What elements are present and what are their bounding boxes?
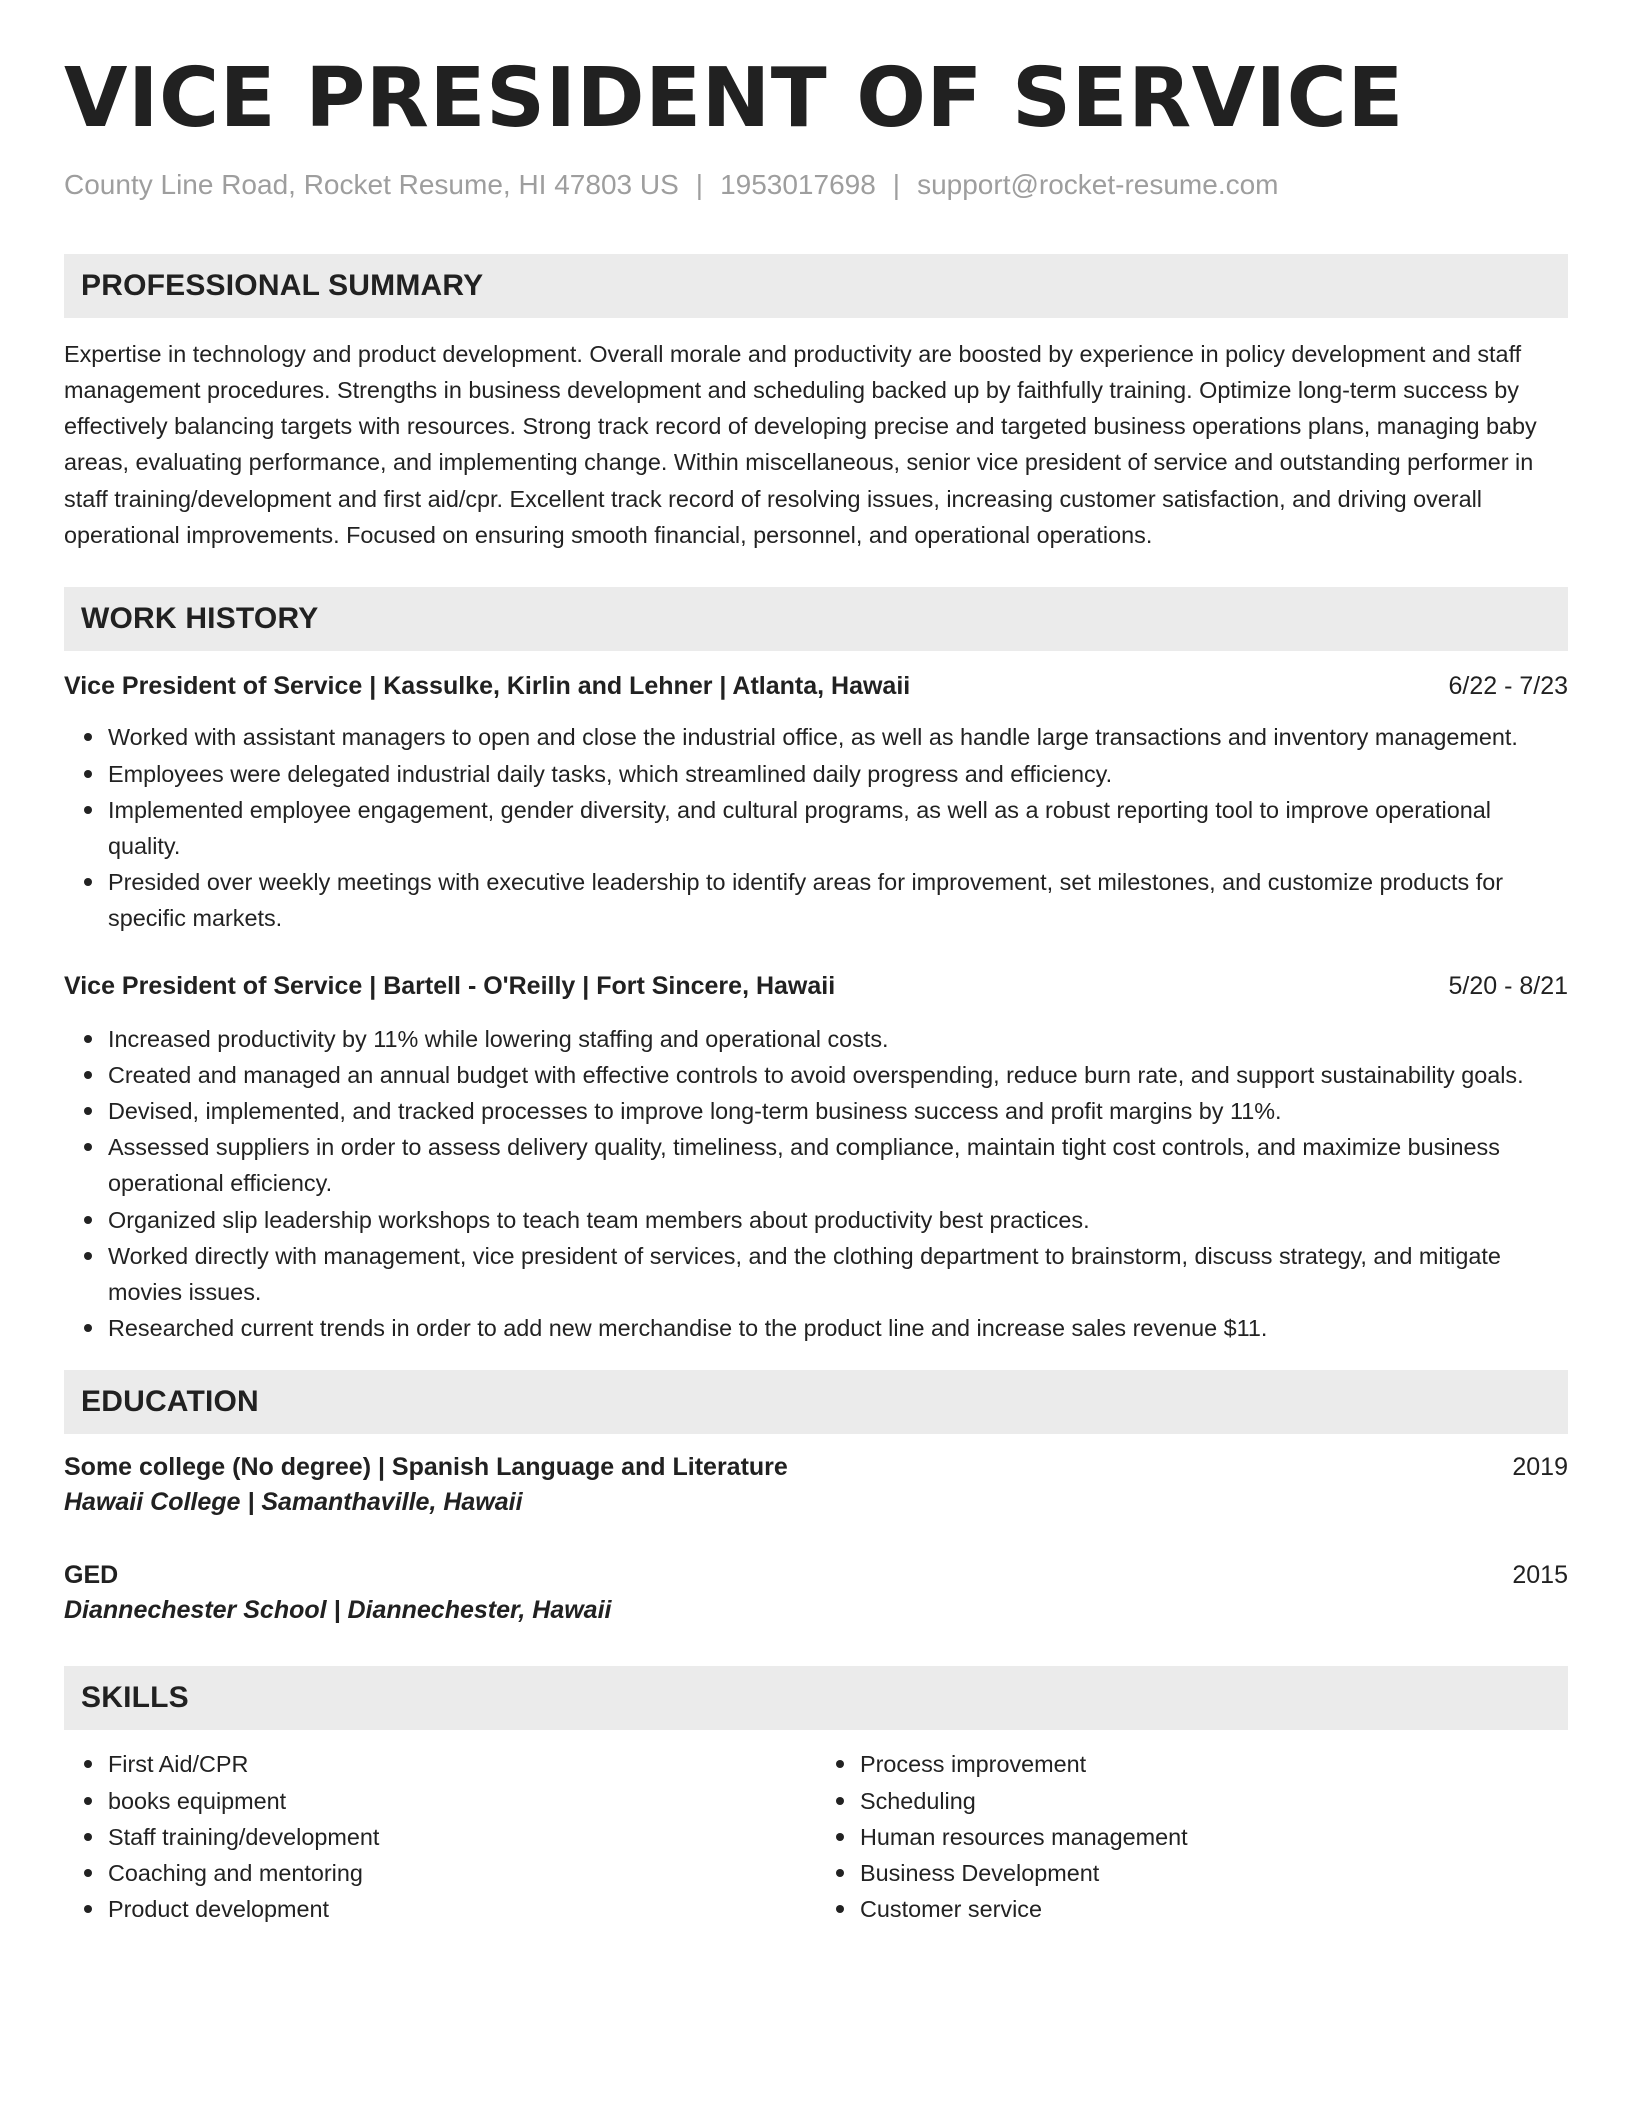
job-bullet: Worked with assistant managers to open and close the industrial office, as well as handle large transactions and inventory management. bbox=[108, 719, 1568, 755]
job-bullet: Employees were delegated industrial daily tasks, which streamlined daily progress and efficiency. bbox=[108, 756, 1568, 792]
skill-item: Business Development bbox=[860, 1855, 1568, 1891]
contact-separator: | bbox=[892, 169, 901, 200]
job-entry bbox=[64, 669, 1568, 936]
education-degree: Some college (No degree) | Spanish Language and Literature bbox=[64, 1453, 788, 1482]
contact-email: support@rocket-resume.com bbox=[917, 169, 1279, 200]
job-title: Vice President of Service | Kassulke, Kirlin and Lehner | Atlanta, Hawaii bbox=[64, 672, 911, 701]
contact-phone: 1953017698 bbox=[720, 169, 876, 200]
contact-line bbox=[64, 168, 1568, 202]
skill-item: Customer service bbox=[860, 1891, 1568, 1927]
skills-grid bbox=[64, 1746, 1568, 1927]
skill-item: Process improvement bbox=[860, 1746, 1568, 1782]
skill-item: Product development bbox=[108, 1891, 816, 1927]
job-entry bbox=[64, 969, 1568, 1347]
summary-text: Expertise in technology and product development. Overall morale and productivity are boosted by experience in policy development and staff management procedures. Strengths in business development and scheduling backed up by faithfully training. Optimize long-term success by effectively balancing targets with resources. Strong track record of developing precise and targeted business operations plans, managing baby areas, evaluating performance, and implementing change. Within miscellaneous, senior vice president of service and outstanding performer in staff training/development and first aid/cpr. Excellent track record of resolving issues, increasing customer satisfaction, and driving overall operational improvements. Focused on ensuring smooth financial, personnel, and operational operations. bbox=[64, 340, 1537, 549]
job-bullet: Increased productivity by 11% while lowering staffing and operational costs. bbox=[108, 1021, 1568, 1057]
skill-item: Human resources management bbox=[860, 1819, 1568, 1855]
skill-item: Scheduling bbox=[860, 1783, 1568, 1819]
skill-item: Staff training/development bbox=[108, 1819, 816, 1855]
job-bullet: Implemented employee engagement, gender diversity, and cultural programs, as well as a robust reporting tool to improve operational quality. bbox=[108, 792, 1568, 864]
education-year: 2019 bbox=[1512, 1453, 1568, 1482]
skills-list-right bbox=[816, 1746, 1568, 1927]
education-header bbox=[64, 1450, 1568, 1484]
job-bullet: Organized slip leadership workshops to teach team members about productivity best practices. bbox=[108, 1202, 1568, 1238]
education-degree: GED bbox=[64, 1561, 119, 1590]
job-bullet: Researched current trends in order to add new merchandise to the product line and increase sales revenue $11. bbox=[108, 1310, 1568, 1346]
job-bullet: Assessed suppliers in order to assess delivery quality, timeliness, and compliance, maintain tight cost controls, and maximize business operational efficiency. bbox=[108, 1129, 1568, 1201]
section-heading-work-history: WORK HISTORY bbox=[64, 587, 1568, 651]
skill-item: Coaching and mentoring bbox=[108, 1855, 816, 1891]
resume-title: VICE PRESIDENT OF SERVICE bbox=[64, 51, 1404, 146]
skill-item: First Aid/CPR bbox=[108, 1746, 816, 1782]
job-bullet: Created and managed an annual budget with effective controls to avoid overspending, reduce burn rate, and support sustainability goals. bbox=[108, 1057, 1568, 1093]
education-school: Diannechester School | Diannechester, Hawaii bbox=[64, 1596, 612, 1625]
job-dates: 6/22 - 7/23 bbox=[1448, 672, 1568, 701]
education-entry bbox=[64, 1558, 1568, 1628]
section-heading-education: EDUCATION bbox=[64, 1370, 1568, 1434]
job-header bbox=[64, 669, 1568, 703]
section-heading-summary: PROFESSIONAL SUMMARY bbox=[64, 254, 1568, 318]
skills-list-left bbox=[64, 1746, 816, 1927]
education-school: Hawaii College | Samanthaville, Hawaii bbox=[64, 1488, 523, 1517]
skill-item: books equipment bbox=[108, 1783, 816, 1819]
job-bullet-list bbox=[64, 1021, 1568, 1347]
education-header bbox=[64, 1558, 1568, 1592]
education-entry bbox=[64, 1450, 1568, 1520]
contact-address: County Line Road, Rocket Resume, HI 47803 US bbox=[64, 169, 679, 200]
contact-separator: | bbox=[695, 169, 704, 200]
job-bullet: Worked directly with management, vice president of services, and the clothing department to brainstorm, discuss strategy, and mitigate movies issues. bbox=[108, 1238, 1568, 1310]
job-bullet: Devised, implemented, and tracked processes to improve long-term business success and profit margins by 11%. bbox=[108, 1093, 1568, 1129]
job-bullet: Presided over weekly meetings with executive leadership to identify areas for improvement, set milestones, and customize products for specific markets. bbox=[108, 864, 1568, 936]
job-dates: 5/20 - 8/21 bbox=[1448, 971, 1568, 1000]
job-bullet-list bbox=[64, 719, 1568, 936]
job-title: Vice President of Service | Bartell - O'Reilly | Fort Sincere, Hawaii bbox=[64, 971, 836, 1000]
section-heading-skills: SKILLS bbox=[64, 1666, 1568, 1730]
education-year: 2015 bbox=[1512, 1561, 1568, 1590]
job-header bbox=[64, 969, 1568, 1003]
